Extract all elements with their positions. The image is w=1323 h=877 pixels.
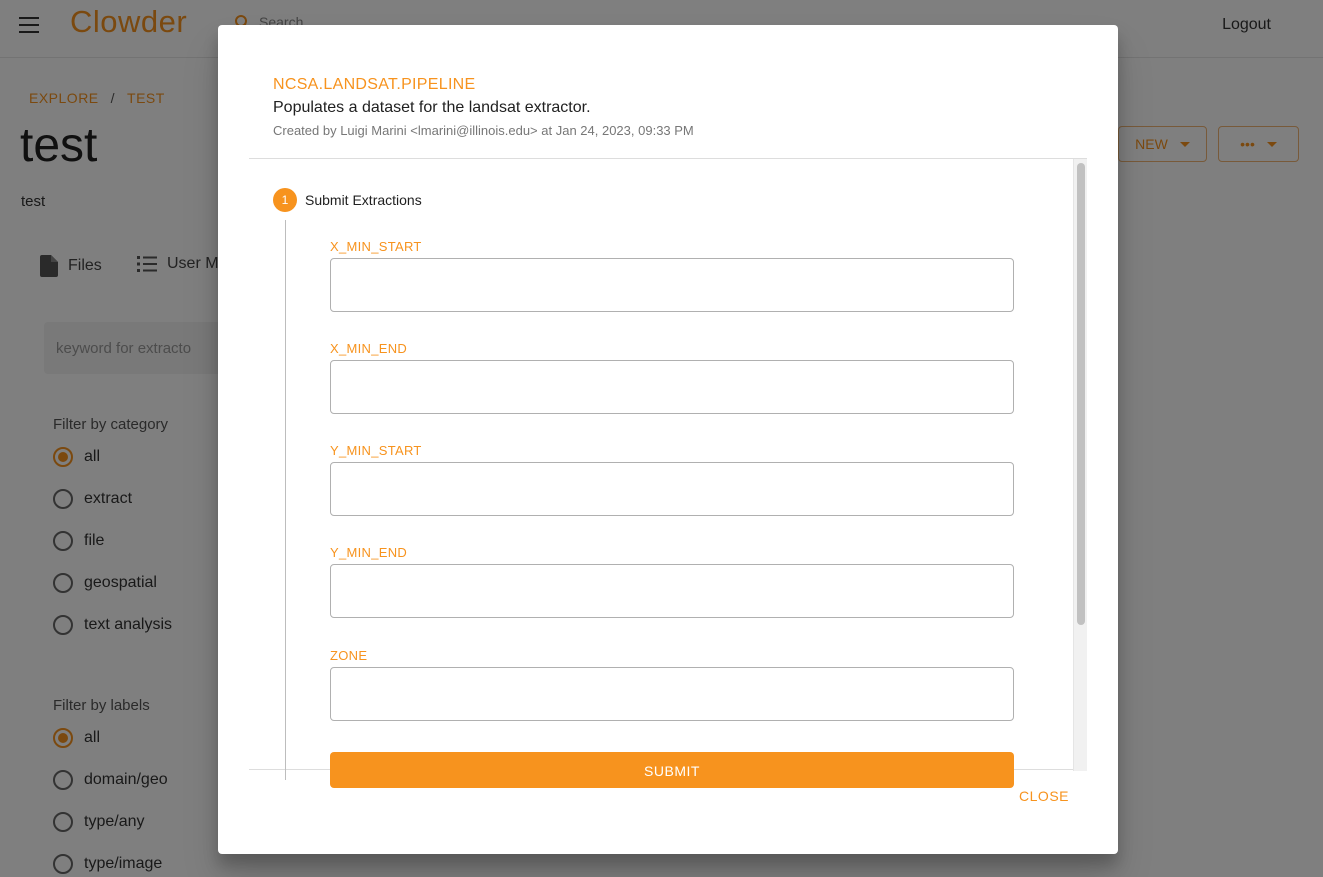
- dialog-scrollbar[interactable]: [1073, 159, 1087, 771]
- x-min-end-input[interactable]: [330, 360, 1014, 414]
- dialog-content: [249, 158, 1087, 779]
- y-min-end-input[interactable]: [330, 564, 1014, 618]
- dialog-title: NCSA.LANDSAT.PIPELINE: [273, 76, 476, 93]
- step-number-badge: 1: [273, 188, 297, 212]
- step-label: Submit Extractions: [305, 192, 422, 208]
- zone-input[interactable]: [330, 667, 1014, 721]
- close-button[interactable]: CLOSE: [1019, 788, 1069, 804]
- dialog-description: Populates a dataset for the landsat extractor.: [273, 99, 591, 116]
- field-label-zone: ZONE: [330, 648, 368, 663]
- field-label-x-min-end: X_MIN_END: [330, 341, 408, 356]
- field-label-y-min-start: Y_MIN_START: [330, 443, 422, 458]
- x-min-start-input[interactable]: [330, 258, 1014, 312]
- dialog-created-info: Created by Luigi Marini <lmarini@illinois.edu> at Jan 24, 2023, 09:33 PM: [273, 123, 694, 138]
- field-label-y-min-end: Y_MIN_END: [330, 545, 408, 560]
- y-min-start-input[interactable]: [330, 462, 1014, 516]
- stepper-connector: [285, 220, 286, 780]
- extractor-submit-dialog: [218, 25, 1118, 854]
- dialog-scrollbar-thumb[interactable]: [1077, 163, 1085, 625]
- submit-button[interactable]: SUBMIT: [330, 752, 1014, 788]
- field-label-x-min-start: X_MIN_START: [330, 239, 422, 254]
